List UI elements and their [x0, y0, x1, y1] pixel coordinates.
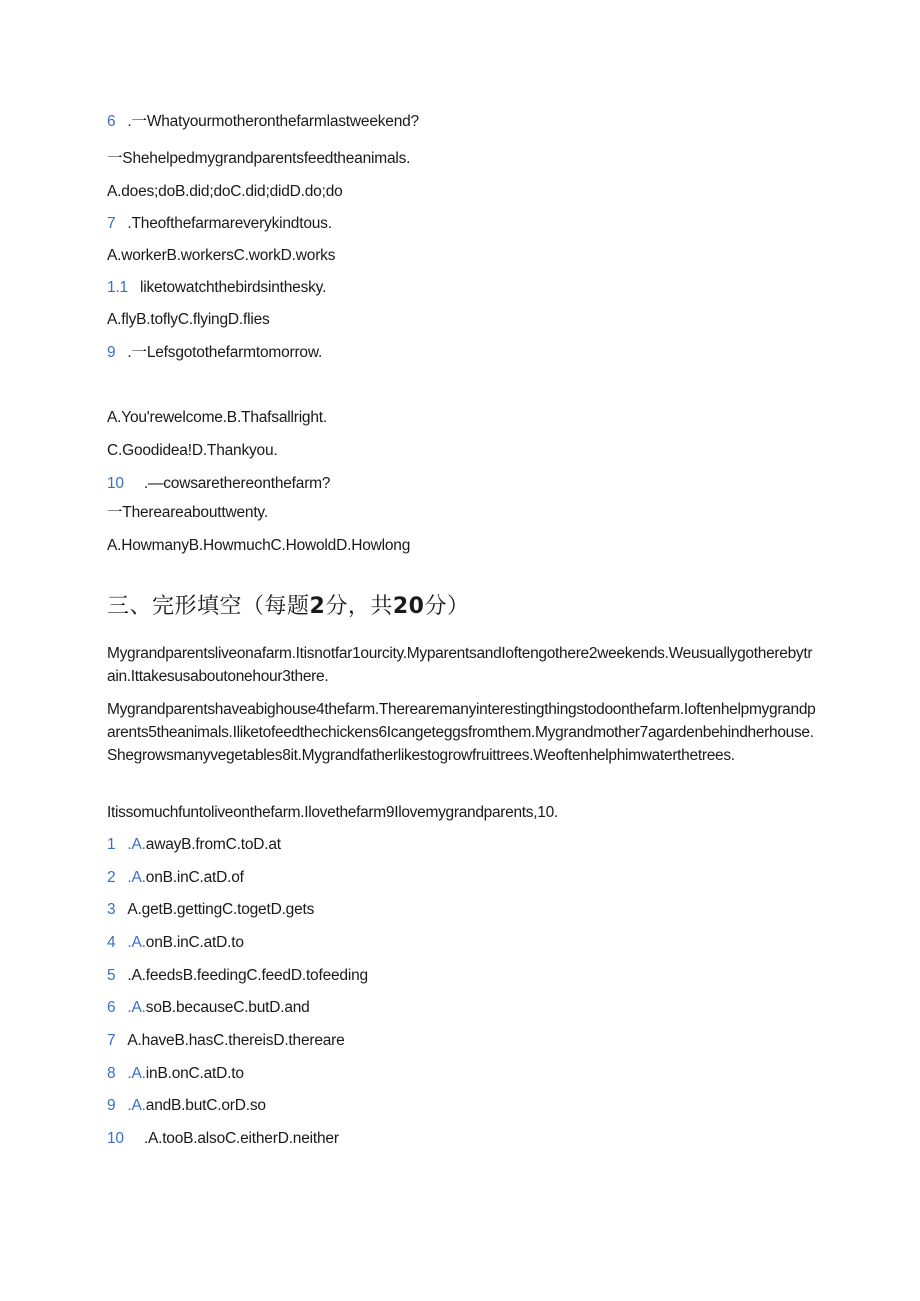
- choice-text: A.flyB.toflyC.flyingD.flies: [107, 311, 270, 328]
- option-line: [107, 1064, 244, 1084]
- choice-text: A.workerB.workersC.workD.works: [107, 247, 336, 264]
- option-line: [107, 1096, 266, 1116]
- heading-mid: 分，共: [325, 594, 393, 619]
- question-number: 6: [107, 113, 116, 130]
- question-text: .—cowsarethereonthefarm?: [143, 475, 331, 492]
- option-line: [107, 900, 314, 920]
- choice-line: [107, 310, 270, 330]
- option-text: onB.inC.atD.of: [145, 869, 244, 886]
- question-7: [107, 214, 332, 234]
- choice-line: [107, 408, 327, 428]
- option-marker: .A.: [127, 1065, 146, 1082]
- passage-paragraph-1: Mygrandparentsliveonafarm.Itisnotfar1ourcity.MyparentsandIoftengothere2weekends.Weusuallygotherebytrain.Ittakesusaboutonehour3there.: [107, 645, 813, 685]
- choice-line: [107, 536, 410, 556]
- question-9: [107, 343, 322, 363]
- option-line: [107, 1129, 339, 1149]
- option-marker: .A.: [127, 934, 146, 951]
- passage-paragraph-3: Itissomuchfuntoliveonthefarm.Ilovethefarm9Ilovemygrandparents,10.: [107, 804, 558, 821]
- option-number: 7: [107, 1032, 116, 1049]
- option-number: 1: [107, 836, 116, 853]
- choice-line: [107, 246, 335, 266]
- section-heading: [107, 593, 469, 621]
- option-number: 2: [107, 869, 116, 886]
- answer-text: 一Thereareabouttwenty.: [107, 504, 268, 521]
- heading-suffix: 分）: [424, 594, 470, 619]
- option-text: inB.onC.atD.to: [145, 1065, 244, 1082]
- choice-text: A.HowmanyB.HowmuchC.HowoldD.Howlong: [107, 537, 411, 554]
- question-number: 1.1: [107, 279, 128, 296]
- question-text: liketowatchthebirdsinthesky.: [139, 279, 327, 296]
- option-number: 6: [107, 999, 116, 1016]
- choice-line: [107, 182, 343, 202]
- option-number: 9: [107, 1097, 116, 1114]
- option-line: [107, 933, 244, 953]
- option-line: [107, 835, 281, 855]
- option-line: [107, 868, 244, 888]
- question-number: 10: [107, 475, 124, 492]
- choice-text: A.does;doB.did;doC.did;didD.do;do: [107, 183, 343, 200]
- option-text: soB.becauseC.butD.and: [145, 999, 310, 1016]
- question-text: .一Lefsgotothefarmtomorrow.: [127, 344, 323, 361]
- heading-points-each: 2: [309, 594, 326, 619]
- option-number: 3: [107, 901, 116, 918]
- heading-points-total: 20: [392, 594, 425, 619]
- option-marker: .A.: [127, 999, 146, 1016]
- question-10: [107, 474, 330, 494]
- option-marker: .A.: [127, 1097, 146, 1114]
- question-text: .Theofthefarmareverykindtous.: [127, 215, 332, 232]
- option-line: [107, 1031, 345, 1051]
- option-number: 4: [107, 934, 116, 951]
- option-line: [107, 998, 310, 1018]
- question-6: [107, 112, 419, 132]
- passage-paragraph-2: Mygrandparentshaveabighouse4thefarm.Therearemanyinterestingthingstodoonthefarm.Ioftenhelpmygrandparents5theanimals.Iliketofeedthechickens6Icangeteggsfromthem.Mygrandmother7agardenbehindherhouse.Shegrowsmanyvegetables8it.Mygrandfatherlikestogrowfruittrees.Weoftenhelphimwaterthetrees.: [107, 701, 816, 764]
- option-text: A.getB.gettingC.togetD.gets: [127, 901, 315, 918]
- option-text: awayB.fromC.toD.at: [145, 836, 281, 853]
- option-text: andB.butC.orD.so: [145, 1097, 266, 1114]
- choice-line: [107, 441, 278, 461]
- question-number: 7: [107, 215, 116, 232]
- question-text: .一Whatyourmotheronthefarmlastweekend?: [127, 113, 419, 130]
- option-text: .A.feedsB.feedingC.feedD.tofeeding: [127, 967, 368, 984]
- option-text: A.haveB.hasC.thereisD.thereare: [127, 1032, 345, 1049]
- option-line: [107, 966, 368, 986]
- answer-line: [107, 503, 268, 523]
- answer-text: 一Shehelpedmygrandparentsfeedtheanimals.: [107, 150, 411, 167]
- heading-prefix: 三、完形填空（每题: [107, 594, 310, 619]
- option-marker: .A.: [127, 836, 146, 853]
- question-8: [107, 278, 326, 298]
- option-marker: .A.: [127, 869, 146, 886]
- choice-text: A.You'rewelcome.B.Thafsallright.: [107, 409, 327, 426]
- option-number: 10: [107, 1130, 124, 1147]
- option-text: .A.tooB.alsoC.eitherD.neither: [143, 1130, 339, 1147]
- option-number: 8: [107, 1065, 116, 1082]
- question-number: 9: [107, 344, 116, 361]
- answer-line: [107, 149, 410, 169]
- option-number: 5: [107, 967, 116, 984]
- option-text: onB.inC.atD.to: [145, 934, 244, 951]
- choice-text: C.Goodidea!D.Thankyou.: [107, 442, 278, 459]
